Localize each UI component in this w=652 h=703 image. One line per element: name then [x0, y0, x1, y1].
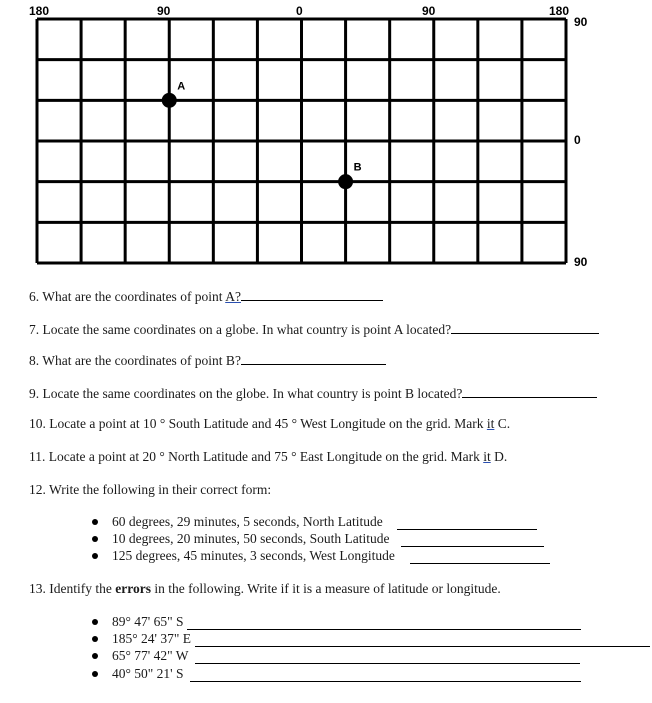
point-b-marker	[338, 174, 353, 189]
question-6-text: 6. What are the coordinates of point	[29, 289, 226, 304]
question-10-text: 10. Locate a point at 10 ° South Latitude and 45 ° West Longitude on the grid. Mark	[29, 416, 487, 431]
question-11-it: it	[483, 449, 491, 464]
question-8-text: 8. What are the coordinates of point B?	[29, 353, 241, 368]
point-b-label: B	[353, 161, 362, 174]
question-10	[29, 416, 510, 432]
question-7-text: 7. Locate the same coordinates on a globe. In what country is point A located?	[29, 322, 452, 337]
right-label-90-south: 90	[574, 255, 588, 269]
question-10-end: C.	[494, 416, 511, 431]
question-13-answer-line[interactable]	[195, 645, 650, 647]
question-12-item-text: 125 degrees, 45 minutes, 3 seconds, West Longitude	[112, 548, 395, 563]
question-13	[29, 581, 501, 597]
top-label-90-east: 90	[422, 4, 436, 18]
top-label-0: 0	[296, 4, 303, 18]
point-a-marker	[162, 93, 177, 108]
question-9	[29, 384, 597, 402]
question-8	[29, 351, 386, 369]
question-6	[29, 287, 383, 305]
question-12-answer-line[interactable]	[401, 545, 544, 547]
point-a-label: A	[177, 80, 186, 93]
question-13-item-text: 40° 50" 21' S	[112, 666, 184, 681]
question-13-answer-line[interactable]	[195, 662, 580, 664]
coordinate-grid	[0, 0, 652, 270]
question-7-answer-line[interactable]	[451, 320, 599, 334]
question-6-point-link[interactable]: A?	[225, 289, 241, 304]
question-13-item-text: 185° 24' 37" E	[112, 631, 191, 646]
question-12-answer-line[interactable]	[410, 562, 550, 564]
right-label-90-north: 90	[574, 15, 588, 29]
grid-lines	[37, 19, 566, 263]
question-10-it: it	[486, 416, 495, 431]
grid-points	[162, 80, 362, 189]
right-label-0: 0	[574, 133, 581, 147]
question-7	[29, 320, 599, 338]
bullet-icon	[92, 636, 98, 642]
question-6-answer-line[interactable]	[241, 287, 383, 301]
question-12-item-text: 60 degrees, 29 minutes, 5 seconds, North Latitude	[112, 514, 383, 529]
question-13-answer-line[interactable]	[190, 680, 581, 682]
question-8-answer-line[interactable]	[241, 351, 386, 365]
question-11	[29, 449, 507, 465]
question-12-answer-line[interactable]	[397, 528, 537, 530]
question-13-item-text: 65° 77' 42" W	[112, 648, 189, 663]
question-9-text: 9. Locate the same coordinates on the globe. In what country is point B located?	[29, 386, 463, 401]
bullet-icon	[92, 519, 98, 525]
question-13-bold: errors	[115, 581, 151, 596]
bullet-icon	[92, 653, 98, 659]
question-13-answer-line[interactable]	[187, 628, 581, 630]
question-11-text: 11. Locate a point at 20 ° North Latitude and 75 ° East Longitude on the grid. Mark	[29, 449, 484, 464]
top-label-180-east: 180	[549, 4, 570, 18]
top-label-90-west: 90	[157, 4, 171, 18]
top-label-180-west: 180	[29, 4, 50, 18]
question-12-item-text: 10 degrees, 20 minutes, 50 seconds, South Latitude	[112, 531, 390, 546]
question-9-answer-line[interactable]	[462, 384, 597, 398]
question-13-end: in the following. Write if it is a measure of latitude or longitude.	[150, 581, 501, 596]
bullet-icon	[92, 553, 98, 559]
bullet-icon	[92, 619, 98, 625]
bullet-icon	[92, 536, 98, 542]
bullet-icon	[92, 671, 98, 677]
question-13-text: 13. Identify the	[29, 581, 116, 596]
question-12: 12. Write the following in their correct form:	[29, 482, 272, 497]
question-11-end: D.	[490, 449, 508, 464]
question-13-item-text: 89° 47' 65" S	[112, 614, 184, 629]
